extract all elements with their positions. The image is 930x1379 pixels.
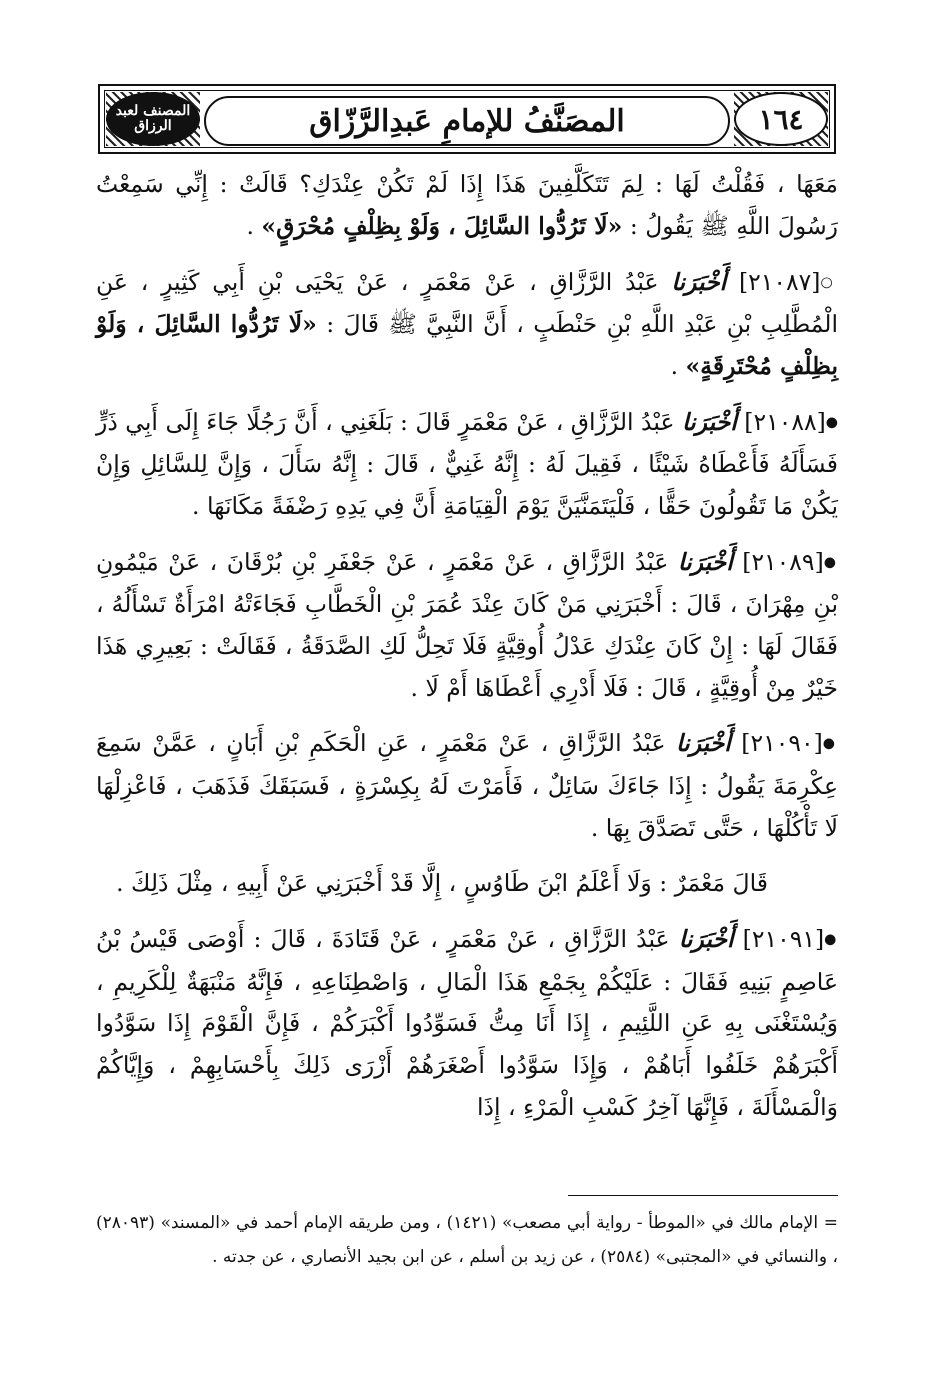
hadith-number: [٢١٠٨٨] [744, 407, 826, 436]
akhbarana-word: أَخْبَرَنا [671, 267, 727, 296]
page-header [98, 84, 836, 154]
hadith-number: [٢١٠٨٩] [742, 547, 824, 576]
paragraph-continuation: مَعَهَا ، فَقُلْتُ لَهَا : لِمَ تَتَكَلَّفِينَ هَذَا إِذَا لَمْ تَكُنْ عِنْدَكِ؟ قَالَتْ : إِنِّي سَمِعْتُ رَسُولَ اللَّهِ ﷺ يَقُولُ : «لَا تَرُدُّوا السَّائِلَ ، وَلَوْ بِظِلْفٍ مُحْرَقٍ» . [96, 170, 838, 240]
hadith-number: [٢١٠٨٧] [738, 267, 821, 296]
akhbarana-word: أَخْبَرَنا [676, 729, 731, 758]
hadith-21090: ●[٢١٠٩٠] أَخْبَرَنا عَبْدُ الرَّزَّاقِ ، عَنْ مَعْمَرٍ ، عَنِ الْحَكَمِ بْنِ أَبَانٍ ، عَمَّنْ سَمِعَ عِكْرِمَةَ يَقُولُ : إِذَا جَاءَكَ سَائِلٌ ، فَأَمَرْتَ لَهُ بِكِسْرَةٍ ، فَسَبَقَكَ فَذَهَبَ ، فَاعْزِلْهَا لَا تَأْكُلْهَا ، حَتَّى تَصَدَّقَ بِهَا . [96, 729, 838, 842]
book-emblem-text: المصنف لعبد الرزاق [115, 103, 191, 134]
filled-circle-marker-icon: ● [825, 414, 838, 431]
akhbarana-word: أَخْبَرَنا [678, 925, 734, 954]
hadith-quote: «لَا تَرُدُّوا السَّائِلَ ، وَلَوْ بِظِلْفٍ مُحْتَرِقَةٍ» [96, 309, 838, 380]
hollow-circle-marker-icon: ○ [820, 274, 838, 291]
filled-circle-marker-icon: ● [824, 931, 838, 948]
akhbarana-word: أَخْبَرَنا [681, 407, 737, 436]
hadith-number: [٢١٠٩١] [742, 925, 825, 954]
page-number: ١٦٤ [734, 92, 828, 146]
main-text [96, 164, 838, 1129]
book-title: المصَنَّفُ للإمامِ عَبدِالرَّزّاق [309, 103, 625, 139]
hadith-21088: ●[٢١٠٨٨] أَخْبَرَنا عَبْدُ الرَّزَّاقِ ، عَنْ مَعْمَرٍ قَالَ : بَلَغَنِي ، أَنَّ رَجُلًا جَاءَ إِلَى أَبِي ذَرٍّ فَسَأَلَهُ فَأَعْطَاهُ شَيْئًا ، فَقِيلَ لَهُ : إِنَّهُ غَنِيٌّ ، قَالَ : إِنَّهُ سَأَلَ ، وَإِنَّ لِلسَّائِلِ وَإِنْ يَكُنْ مَا تَقُولُونَ حَقًّا ، فَلْيَتَمَنَّيَنَّ يَوْمَ الْقِيَامَةِ أَنَّ فِي يَدِهِ رَضْفَةً مَكَانَهَا . [96, 407, 838, 520]
book-emblem-logo [106, 92, 200, 146]
filled-circle-marker-icon: ● [822, 735, 838, 752]
footnote-divider [568, 1195, 838, 1196]
filled-circle-marker-icon: ● [823, 554, 838, 571]
mamar-note: قَالَ مَعْمَرٌ : وَلَا أَعْلَمُ ابْنَ طَاوُسٍ ، إِلَّا قَدْ أَخْبَرَنِي عَنْ أَبِيهِ ، مِثْلَ ذَلِكَ . [116, 869, 768, 898]
akhbarana-word: أَخْبَرَنا [677, 547, 733, 576]
hadith-21089: ●[٢١٠٨٩] أَخْبَرَنا عَبْدُ الرَّزَّاقِ ، عَنْ مَعْمَرٍ ، عَنْ جَعْفَرِ بْنِ بُرْقَانَ ، عَنْ مَيْمُونِ بْنِ مِهْرَانَ ، قَالَ : أَخْبَرَنِي مَنْ كَانَ عِنْدَ عُمَرَ بْنِ الْخَطَّابِ فَجَاءَتْهُ امْرَأَةٌ تَسْأَلُهُ ، فَقَالَ لَهَا : إِنْ كَانَ عِنْدَكِ عَدْلُ أُوقِيَّةٍ فَلَا تَحِلُّ لَكِ الصَّدَقَةُ ، فَقَالَتْ : بَعِيرِي هَذَا خَيْرٌ مِنْ أُوقِيَّةٍ ، قَالَ : فَلَا أَدْرِي أَعْطَاهَا أَمْ لَا . [96, 547, 838, 702]
hadith-quote: «لَا تَرُدُّوا السَّائِلَ ، وَلَوْ بِظِلْفٍ مُحْرَقٍ» [261, 211, 623, 240]
hadith-21091: ●[٢١٠٩١] أَخْبَرَنا عَبْدُ الرَّزَّاقِ ، عَنْ مَعْمَرٍ ، عَنْ قَتَادَةَ ، قَالَ : أَوْصَى قَيْسُ بْنُ عَاصِمٍ بَنِيهِ فَقَالَ : عَلَيْكُمْ بِجَمْعِ هَذَا الْمَالِ ، وَاصْطِنَاعِهِ ، فَإِنَّهُ مَنْبَهَةٌ لِلْكَرِيمِ ، وَيُسْتَغْنَى بِهِ عَنِ اللَّئِيمِ ، إِذَا أَنَا مِتُّ فَسَوِّدُوا أَكْبَرَكُمْ ، فَإِنَّ الْقَوْمَ إِذَا سَوَّدُوا أَكْبَرَهُمْ خَلَفُوا أَبَاهُمْ ، وَإِذَا سَوَّدُوا أَصْغَرَهُمْ أَزْرَى ذَلِكَ بِأَحْسَابِهِمْ ، وَإِيَّاكُمْ وَالْمَسْأَلَةَ ، فَإِنَّهَا آخِرُ كَسْبِ الْمَرْءِ ، إِذَا [96, 925, 838, 1121]
hadith-number: [٢١٠٩٠] [741, 729, 823, 758]
header-title-cartouche [204, 96, 730, 146]
footnote: = الإمام مالك في «الموطأ - رواية أبي مصعب» (١٤٢١) ، ومن طريقه الإمام أحمد في «المسند» (٢٨٠٩٣) ، والنسائي في «المجتبى» (٢٥٨٤) ، عن زيد بن أسلم ، عن ابن بجيد الأنصاري ، عن جدته . [96, 1213, 838, 1267]
hadith-21087: ○[٢١٠٨٧] أَخْبَرَنا عَبْدُ الرَّزَّاقِ ، عَنْ مَعْمَرٍ ، عَنْ يَحْيَى بْنِ أَبِي كَثِيرٍ ، عَنِ الْمُطَّلِبِ بْنِ عَبْدِ اللَّهِ بْنِ حَنْطَبٍ ، أَنَّ النَّبِيَّ ﷺ قَالَ : «لَا تَرُدُّوا السَّائِلَ ، وَلَوْ بِظِلْفٍ مُحْتَرِقَةٍ» . [96, 267, 838, 380]
